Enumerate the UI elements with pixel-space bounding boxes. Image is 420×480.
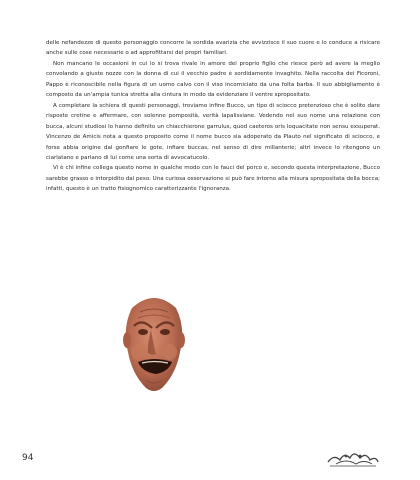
mask-right-eye (160, 329, 170, 335)
paragraph-4: Vi è chi infine collega questo nome in qualche modo con le fauci del porco e, secondo questa interpretazione, Bucco sarebbe grasso e intorpidito dal peso. Una curiosa osservazione si può fare intorno alla misura spropositata della bocca; infatti, questo è un tratto fisiognomico caratterizzante l'ignoranza. (46, 165, 380, 193)
mask-head-shape (126, 298, 183, 391)
decorative-mask-ornament (326, 448, 380, 468)
mask-left-eye (138, 329, 148, 335)
mask-left-ear (123, 332, 131, 348)
ornament-icon (326, 448, 380, 468)
mask-right-ear (177, 332, 185, 348)
mask-illustration (118, 290, 190, 398)
page-number: 94 (22, 453, 34, 463)
paragraph-2: Non mancano le occasioni in cui lo si trova rivale in amore del proprio figlio che riesce però ad avere la meglio convolando a giuste nozze con la donna di cui il vecchio padre è sordidamente invaghito. Nella raccolta dei Ficoroni, Pappo è riconoscibile nella figura di un uomo calvo con il viso incorniciato da una folta barba. Il suo abbigliamento è composto da un'ampia tunica stretta alla cintura in modo da evidenziare il ventre spropositato. (46, 60, 380, 99)
paragraph-3: A completare la schiera di questi personaggi, troviamo infine Bucco, un tipo di sciocco pretenzioso che è solito dare risposte cretine e affermare, con solenne pomposità, verità lapalissiane. Vedendo nel suo nome una relazione con bucca, alcuni studiosi lo hanno definito un chiacchierone garrulus, quod caeteros oris loquacitate non sensu exsuperat. Vincenzo de Amicis nota a questo proposito come il nome bucco sia adoperato da Plauto nel significato di sciocco, e forse abbia origine dal gonfiare le gote, infiare buccas, nel senso di dire millanterie; altri invece lo ritengono un ciarlatano e parlano di lui come una sorta di avvocatucolo. (46, 102, 380, 161)
terracotta-mask-image (118, 290, 190, 398)
paragraph-1: delle nefandezze di questo personaggio concorre la sordida avarizia che avvizzisce il suo cuore e lo conduce a risicare anche sulle cose necessarie o ad approfittarsi dei propri familiari. (46, 40, 380, 57)
body-text (46, 38, 380, 195)
